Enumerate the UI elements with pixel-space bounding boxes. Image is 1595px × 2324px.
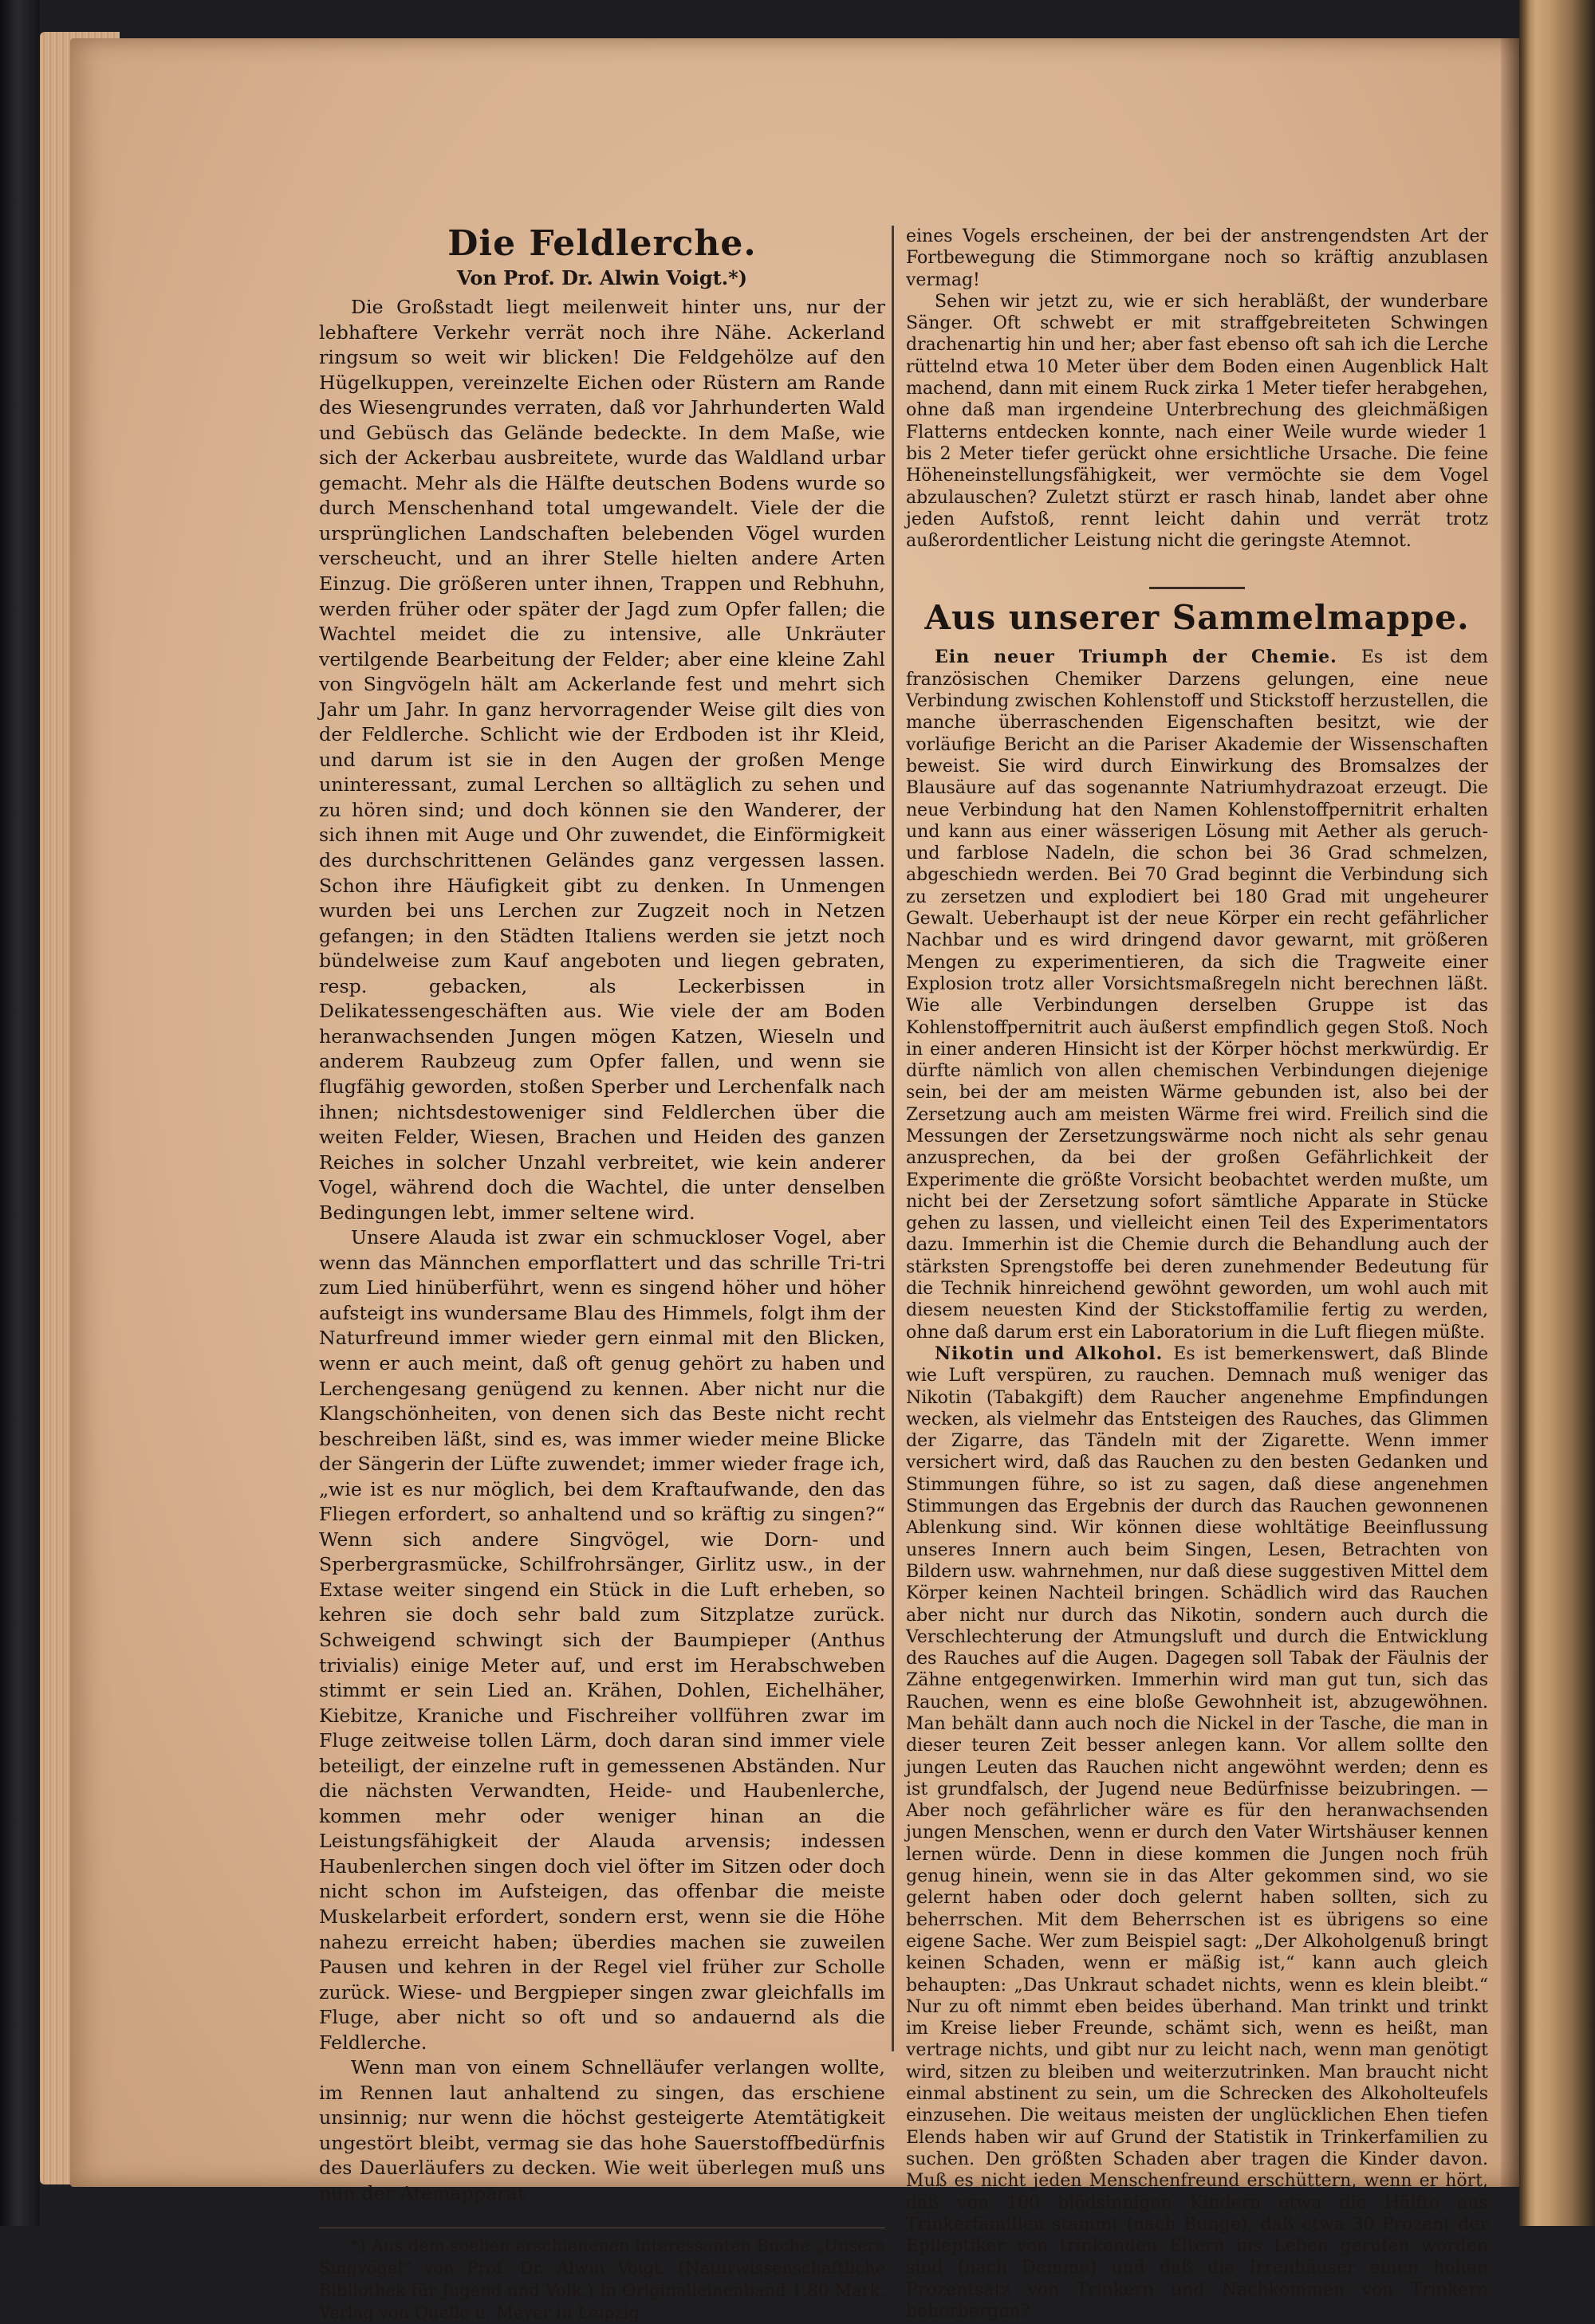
- right-column: [906, 226, 1488, 2322]
- article-paragraph: Wenn man von einem Schnelläufer verlangen wollte, im Rennen laut anhaltend zu singen, das erschiene unsinnig; nur wenn die höchst gesteigerte Atemtätigkeit ungestört bleibt, vermag sie das hohe Sauerstoffbedürfnis des Dauerläufers zu decken. Wie weit überlegen muß uns nun der Atemapparat: [319, 2056, 885, 2205]
- article-paragraph: Unsere Alauda ist zwar ein schmuckloser Vogel, aber wenn das Männchen emporflattert und das schrille Tri-tri zum Lied hinüberführt, wenn es singend höher und höher aufsteigt ins wundersame Blau des Himmels, folgt ihm der Naturfreund immer wieder gern einmal mit den Blicken, wenn er auch meint, daß oft genug gehört zu haben und Lerchengesang genügend zu kennen. Aber nicht nur die Klangschönheiten, von denen sich das Beste nicht recht beschreiben läßt, sind es, was immer wieder meine Blicke der Sängerin der Lüfte zuwendet; immer wieder frage ich, „wie ist es nur möglich, bei dem Kraftaufwande, den das Fliegen erfordert, so anhaltend und so kräftig zu singen?“ Wenn sich andere Singvögel, wie Dorn- und Sperbergrasmücke, Schilfrohrsänger, Girlitz usw., in der Extase weiter singend ein Stück in die Luft erheben, so kehren sie doch sehr bald zum Sitzplatze zurück. Schweigend schwingt sich der Baumpieper (Anthus trivialis) einige Meter auf, und erst im Herabschweben stimmt er sein Lied an. Krähen, Dohlen, Eichelhäher, Kiebitze, Kraniche und Fischreiher vollführen zwar im Fluge zeitweise tollen Lärm, doch daran sind immer viele beteiligt, der einzelne ruft in gemessenen Abständen. Nur die nächsten Verwandten, Heide- und Haubenlerche, kommen mehr oder weniger hinan an die Leistungsfähigkeit der Alauda arvensis; indessen Haubenlerchen singen doch viel öfter im Sitzen oder doch nicht schon im Aufsteigen, das offenbar die meiste Muskelarbeit erfordert, sondern erst, wenn sie die Höhe nahezu erreicht haben; überdies machen sie zuweilen Pausen und kehren in der Regel viel früher zur Scholle zurück. Wiese- und Bergpieper singen zwar gleichfalls im Fluge, aber nicht so oft und so andauernd als die Feldlerche.: [319, 1226, 885, 2054]
- facing-page-edge: [1519, 0, 1595, 2226]
- article-footnote: *) Aus dem soeben erschienenen interessanten Buche „Unsere Singvögel“ von Prof. Dr. Alwin Voigt. (Naturwissenschaftliche Bibliothek für Jugend und Volk.) In Originalleinenband 1.80 Mark. Verlag von Quelle u. Meyer in Leipzig.: [319, 2228, 885, 2324]
- column-divider: [892, 226, 894, 2051]
- section-item-text: Es ist bemerkenswert, daß Blinde wie Luft verspüren, zu rauchen. Demnach muß weniger das Nikotin (Tabakgift) dem Raucher angenehme Empfindungen wecken, als vielmehr das Entsteigen des Rauches, das Glimmen der Zigarre, das Tändeln mit der Zigarette. Wenn immer versichert wird, daß das Rauchen zu den besten Gedanken und Stimmungen führe, so ist zu sagen, daß diese angenehmen Stimmungen das Ergebnis der durch das Rauchen gewonnenen Ablenkung sind. Wir können diese wohltätige Beeinflussung unseres Innern auch beim Singen, Lesen, Betrachten von Bildern usw. wahrnehmen, nur daß diese suggestiven Mittel dem Körper keinen Nachteil bringen. Schädlich wird das Rauchen aber nicht nur durch das Nikotin, sondern auch durch die Verschlechterung der Atmungsluft und durch die Entwicklung des Rauches auf die Augen. Dagegen soll Tabak der Fäulnis der Zähne entgegenwirken. Immerhin wird man gut tun, sich das Rauchen, wenn es eine bloße Gewohnheit ist, abzugewöhnen. Man behält dann auch noch die Nickel in der Tasche, die man in dieser teuren Zeit besser anlegen kann. Vor allem sollte den jungen Leuten das Rauchen nicht angewöhnt werden; denn es ist grundfalsch, der Jugend neue Bedürfnisse beizubringen. — Aber noch gefährlicher wäre es für den heranwachsenden jungen Menschen, wenn er durch den Vater Wirtshäuser kennen lernen würde. Denn in diese kommen die Jungen noch früh genug hinein, wenn sie in das Alter gekommen sind, wo sie gelernt haben oder doch gelernt haben sollten, sich zu beherrschen. Mit dem Beherrschen ist es übrigens so eine eigene Sache. Wer zum Beispiel sagt: „Der Alkoholgenuß bringt keinen Schaden, wenn er mäßig ist,“ kann auch gleich behaupten: „Das Unkraut schadet nichts, wenn es klein bleibt.“ Nur zu oft nimmt eben beides überhand. Man trinkt und trinkt im Kreise lieber Freunde, schämt sich, wenn es heißt, man vertrage nichts, und gibt nur zu leicht nach, wenn man genötigt wird, sitzen zu bleiben und weiterzutrinken. Man braucht nicht einmal abstinent zu sein, um die Schrecken des Alkoholteufels einzusehen. Die weitaus meisten der unglücklichen Ehen tiefen Elends haben wir auf Grund der Statistik in Trinkerfamilien zu suchen. Den größten Schaden aber tragen die Kinder davon. Muß es nicht jeden Menschenfreund erschüttern, wenn er hört, daß von 100 blödsinnigen Kindern etwa die Hälfte aus Trinkerfamilien stammt (nach Bunge), daß etwa 30 Prozent der Epileptiker von trinkenden Eltern ins Leben gerufen worden sind (nach Demme) und daß die Irrenhäuser einen hohen Prozentsatz von Trinkern und Nachkommen von Trinkern beherbergen?: [906, 1343, 1489, 2322]
- article-title: Die Feldlerche.: [447, 223, 757, 264]
- section-rule: [1149, 587, 1245, 589]
- left-column: [319, 223, 885, 2324]
- section-item: [906, 1343, 1488, 2322]
- continuation-paragraph: Sehen wir jetzt zu, wie er sich herabläßt, der wunderbare Sänger. Oft schwebt er mit straffgebreiteten Schwingen drachenartig hin und her; aber fast ebenso oft sah ich die Lerche rüttelnd etwa 10 Meter über dem Boden einen Augenblick Halt machend, dann mit einem Ruck zirka 1 Meter tiefer herabgehen, ohne daß man irgendeine Unterbrechung des gleichmäßigen Flatterns entdecken konnte, nach einer Weile wurde wieder 1 bis 2 Meter tiefer gerückt ohne ersichtliche Ursache. Die feine Höheneinstellungsfähigkeit, wer vermöchte sie dem Vogel abzulauschen? Zuletzt stürzt er rasch hinab, landet aber ohne jeden Aufstoß, rennt leicht dahin und verrät trotz außerordentlicher Leistung nicht die geringste Atemnot.: [906, 291, 1488, 552]
- section-item: [906, 647, 1488, 1343]
- article-paragraph: Die Großstadt liegt meilenweit hinter uns, nur der lebhaftere Verkehr verrät noch ihre Nähe. Ackerland ringsum so weit wir blicken! Die Feldgehölze auf den Hügelkuppen, vereinzelte Eichen oder Rüstern am Rande des Wiesengrundes verraten, daß vor Jahrhunderten Wald und Gebüsch das Gelände bedeckte. In dem Maße, wie sich der Ackerbau ausbreitete, wurde das Waldland urbar gemacht. Mehr als die Hälfte deutschen Bodens wurde so durch Menschenhand total umgewandelt. Viele der die ursprünglichen Landschaften belebenden Vögel wurden verscheucht, und an ihrer Stelle hielten andere Arten Einzug. Die größeren unter ihnen, Trappen und Rebhuhn, werden früher oder später der Jagd zum Opfer fallen; die Wachtel meidet die zu intensive, alle Unkräuter vertilgende Bearbeitung der Felder; aber eine kleine Zahl von Singvögeln hält am Ackerlande fest und mehrt sich Jahr um Jahr. In ganz hervorragender Weise gilt dies von der Feldlerche. Schlicht wie der Erdboden ist ihr Kleid, und darum ist sie in den Augen der großen Menge uninteressant, zumal Lerchen so alltäglich zu sehen und zu hören sind; und doch können sie den Wanderer, der sich ihnen mit Auge und Ohr zuwendet, die Einförmigkeit des durchschrittenen Geländes ganz vergessen lassen. Schon ihre Häufigkeit gibt zu denken. In Unmengen wurden bei uns Lerchen zur Zugzeit noch in Netzen gefangen; in den Städten Italiens werden sie jetzt noch bündelweise zum Kauf angeboten und liegen gebraten, resp. gebacken, als Leckerbissen in Delikatessengeschäften aus. Wie viele der am Boden heranwachsenden Jungen mögen Katzen, Wieseln und anderem Raubzeug zum Opfer fallen, und wenn sie flugfähig geworden, stoßen Sperber und Lerchenfalk nach ihnen; nichtsdestoweniger sind Feldlerchen über die weiten Felder, Wiesen, Brachen und Heiden des ganzen Reiches in solcher Unzahl verbreitet, wie kein anderer Vogel, während doch die Wachtel, die unter denselben Bedingungen lebt, immer seltene wird.: [319, 296, 885, 1224]
- book-binding-left: [0, 0, 40, 2226]
- section-item-text: Es ist dem französischen Chemiker Darzens gelungen, eine neue Verbindung zwischen Kohlenstoff und Stickstoff herzustellen, die manche überraschenden Eigenschaften besitzt, wie der vorläufige Bericht an die Pariser Akademie der Wissenschaften beweist. Sie wird durch Einwirkung des Bromsalzes der Blausäure auf das sogenannte Natriumhydrazoat erzeugt. Die neue Verbindung hat den Namen Kohlenstoffpernitrit erhalten und kann aus einer wässerigen Lösung mit Aether als geruch- und farblose Nadeln, die schon bei 36 Grad schmelzen, abgeschiedn werden. Bei 70 Grad beginnt die Verbindung sich zu zersetzen und explodiert bei 180 Grad mit ungeheurer Gewalt. Ueberhaupt ist der neue Körper ein recht gefährlicher Nachbar und es wird dringend davor gewarnt, mit größeren Mengen zu experimentieren, da sich die Tragweite einer Explosion trotz aller Vorsichtsmaßregeln nicht berechnen läßt. Wie alle Verbindungen derselben Gruppe ist das Kohlenstoffpernitrit auch äußerst empfindlich gegen Stoß. Noch in einer anderen Hinsicht ist der Körper höchst merkwürdig. Er dürfte nämlich von allen chemischen Verbindungen diejenige sein, bei der am meisten Wärme gebunden ist, also bei der Zersetzung auch am meisten Wärme frei wird. Freilich sind die Messungen der Zersetzungswärme noch nicht als sehr genau anzusprechen, da bei der großen Gefährlichkeit der Experimente die größte Vorsicht beobachtet werden mußte, um nicht bei der Zersetzung sofort sämtliche Apparate in Stücke gehen zu lassen, und vielleicht einen Teil des Experimentators dazu. Immerhin ist die Chemie durch die Behandlung auch der stärksten Sprengstoffe bei deren zunehmender Bedeutung für die Technik hinreichend gewöhnt geworden, um wohl auch mit diesem neuesten Kind der Stickstoffamilie fertig zu werden, ohne daß darum erst ein Laboratorium in die Luft fliegen müßte.: [906, 647, 1488, 1343]
- article-byline: Von Prof. Dr. Alwin Voigt.*): [456, 266, 748, 289]
- section-item-lead: Nikotin und Alkohol.: [935, 1343, 1174, 1364]
- section-title: Aus unserer Sammelmappe.: [924, 598, 1470, 638]
- section-item-lead: Ein neuer Triumph der Chemie.: [935, 647, 1361, 668]
- continuation-paragraph: eines Vogels erscheinen, der bei der anstrengendsten Art der Fortbewegung die Stimmorgane noch so kräftig anzublasen vermag!: [906, 226, 1488, 290]
